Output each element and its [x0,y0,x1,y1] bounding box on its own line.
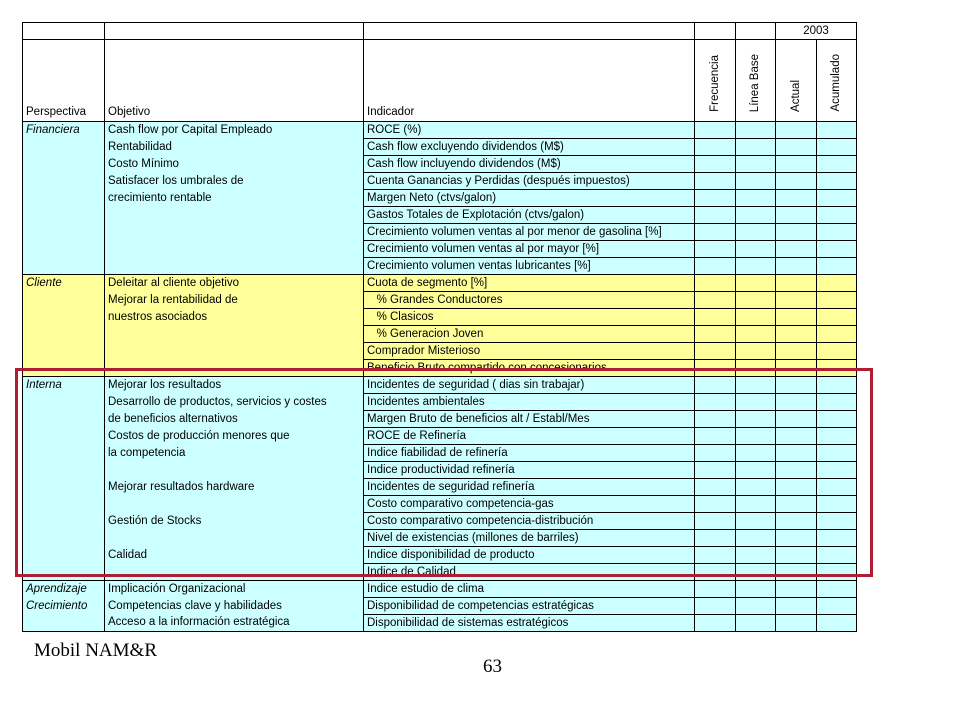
perspective-cell [23,326,105,343]
perspective-cell [23,496,105,513]
frequency-cell [695,479,736,496]
indicator-cell: Crecimiento volumen ventas al por menor de gasolina [%] [364,224,695,241]
indicator-cell: Comprador Misterioso [364,343,695,360]
actual-cell [776,496,817,513]
baseline-cell [736,139,776,156]
cumulative-cell [817,615,857,632]
baseline-cell [736,564,776,581]
actual-cell [776,207,817,224]
perspective-cell [23,224,105,241]
perspective-cell [23,428,105,445]
frequency-cell [695,241,736,258]
frequency-cell [695,496,736,513]
objective-cell: Acceso a la información estratégica [105,615,364,632]
objective-cell [105,530,364,547]
objective-cell: Calidad [105,547,364,564]
perspective-cell [23,564,105,581]
column-header-row [23,40,857,122]
frequency-cell [695,598,736,615]
objective-cell [105,496,364,513]
indicator-cell: Cuenta Ganancias y Perdidas (después impuestos) [364,173,695,190]
cumulative-cell [817,258,857,275]
indicator-cell: Cash flow incluyendo dividendos (M$) [364,156,695,173]
objective-cell: Rentabilidad [105,139,364,156]
table-row [23,581,857,598]
frequency-cell [695,122,736,139]
frequency-cell [695,258,736,275]
table-row [23,547,857,564]
indicator-header: Indicador [364,40,695,122]
perspective-cell [23,513,105,530]
frequency-cell [695,428,736,445]
cumulative-cell [817,462,857,479]
objective-cell [105,224,364,241]
baseline-cell [736,326,776,343]
objective-cell: Deleitar al cliente objetivo [105,275,364,292]
indicator-cell: % Grandes Conductores [364,292,695,309]
table-row [23,479,857,496]
objective-cell: Desarrollo de productos, servicios y costes [105,394,364,411]
cumulative-cell [817,411,857,428]
perspective-cell [23,479,105,496]
frequency-cell [695,411,736,428]
indicator-cell: % Generacion Joven [364,326,695,343]
frequency-cell [695,275,736,292]
baseline-cell [736,224,776,241]
objective-cell: Satisfacer los umbrales de [105,173,364,190]
scorecard-table [22,22,857,632]
baseline-cell [736,394,776,411]
perspective-cell: Cliente [23,275,105,292]
frequency-cell [695,292,736,309]
frequency-cell [695,462,736,479]
actual-cell [776,530,817,547]
cumulative-header [817,40,857,122]
actual-cell [776,581,817,598]
objective-cell [105,241,364,258]
table-row [23,326,857,343]
actual-cell [776,428,817,445]
table-row [23,292,857,309]
perspective-cell [23,139,105,156]
cumulative-cell [817,326,857,343]
indicator-cell: ROCE de Refinería [364,428,695,445]
table-row [23,156,857,173]
cumulative-cell [817,122,857,139]
actual-header-label: Actual [789,80,802,112]
indicator-cell: Gastos Totales de Explotación (ctvs/galon) [364,207,695,224]
cumulative-cell [817,190,857,207]
actual-cell [776,360,817,377]
baseline-header [736,40,776,122]
baseline-cell [736,479,776,496]
baseline-cell [736,156,776,173]
table-row [23,513,857,530]
indicator-cell: Costo comparativo competencia-gas [364,496,695,513]
cumulative-cell [817,173,857,190]
actual-cell [776,445,817,462]
indicator-cell: Margen Bruto de beneficios alt / Establ/Mes [364,411,695,428]
cumulative-cell [817,292,857,309]
indicator-cell: Nivel de existencias (millones de barriles) [364,530,695,547]
footer-source: Mobil NAM&R [34,640,157,661]
table-row [23,241,857,258]
baseline-cell [736,241,776,258]
indicator-cell: Margen Neto (ctvs/galon) [364,190,695,207]
actual-cell [776,394,817,411]
perspective-cell [23,190,105,207]
frequency-cell [695,513,736,530]
frequency-header-label: Frecuencia [708,55,721,112]
baseline-cell [736,190,776,207]
perspective-cell [23,615,105,632]
baseline-cell [736,428,776,445]
baseline-cell [736,275,776,292]
cumulative-cell [817,598,857,615]
cumulative-cell [817,343,857,360]
indicator-cell: Indice disponibilidad de producto [364,547,695,564]
baseline-cell [736,598,776,615]
indicator-cell: Disponibilidad de competencias estratégicas [364,598,695,615]
perspective-cell [23,445,105,462]
page-number: 63 [483,656,502,677]
cumulative-cell [817,547,857,564]
actual-cell [776,598,817,615]
perspective-cell [23,309,105,326]
table-row [23,207,857,224]
indicator-cell: Incidentes de seguridad ( dias sin trabajar) [364,377,695,394]
cumulative-cell [817,377,857,394]
objective-cell: de beneficios alternativos [105,411,364,428]
baseline-cell [736,360,776,377]
actual-cell [776,326,817,343]
table-row [23,190,857,207]
actual-cell [776,462,817,479]
cumulative-cell [817,496,857,513]
baseline-cell [736,462,776,479]
perspective-cell: Crecimiento [23,598,105,615]
objective-cell: Implicación Organizacional [105,581,364,598]
baseline-cell [736,581,776,598]
perspective-cell [23,411,105,428]
cumulative-header-label: Acumulado [830,54,842,112]
perspective-cell [23,360,105,377]
actual-cell [776,292,817,309]
frequency-cell [695,326,736,343]
perspective-cell [23,394,105,411]
actual-cell [776,122,817,139]
frequency-cell [695,309,736,326]
frequency-cell [695,564,736,581]
indicator-cell: % Clasicos [364,309,695,326]
frequency-cell [695,581,736,598]
table-row [23,615,857,632]
cumulative-cell [817,479,857,496]
table-row [23,564,857,581]
perspective-header: Perspectiva [23,40,105,122]
table-row [23,173,857,190]
perspective-cell [23,343,105,360]
actual-cell [776,156,817,173]
table-row [23,275,857,292]
actual-cell [776,547,817,564]
frequency-cell [695,207,736,224]
objective-cell: la competencia [105,445,364,462]
cumulative-cell [817,513,857,530]
actual-cell [776,190,817,207]
frequency-cell [695,173,736,190]
frequency-header [695,40,736,122]
objective-cell: Mejorar la rentabilidad de [105,292,364,309]
indicator-cell: Incidentes ambientales [364,394,695,411]
baseline-cell [736,547,776,564]
cumulative-cell [817,224,857,241]
objective-cell [105,462,364,479]
actual-cell [776,275,817,292]
baseline-cell [736,292,776,309]
frequency-cell [695,360,736,377]
actual-cell [776,615,817,632]
table-row [23,394,857,411]
actual-cell [776,479,817,496]
cumulative-cell [817,360,857,377]
actual-cell [776,564,817,581]
frequency-cell [695,377,736,394]
baseline-cell [736,207,776,224]
objective-cell: Mejorar los resultados [105,377,364,394]
cumulative-cell [817,241,857,258]
baseline-cell [736,530,776,547]
year-header: 2003 [776,23,857,40]
objective-cell: crecimiento rentable [105,190,364,207]
perspective-cell [23,258,105,275]
perspective-cell [23,173,105,190]
objective-cell: Gestión de Stocks [105,513,364,530]
baseline-cell [736,496,776,513]
actual-cell [776,241,817,258]
baseline-cell [736,173,776,190]
perspective-cell [23,241,105,258]
perspective-cell [23,462,105,479]
actual-cell [776,343,817,360]
table-row [23,462,857,479]
indicator-cell: Beneficio Bruto compartido con concesionarios [364,360,695,377]
cumulative-cell [817,428,857,445]
indicator-cell: Cuota de segmento [%] [364,275,695,292]
objective-cell: Competencias clave y habilidades [105,598,364,615]
perspective-cell [23,156,105,173]
indicator-cell: Cash flow excluyendo dividendos (M$) [364,139,695,156]
cumulative-cell [817,275,857,292]
cumulative-cell [817,564,857,581]
table-row [23,496,857,513]
objective-cell [105,343,364,360]
cumulative-cell [817,581,857,598]
baseline-cell [736,411,776,428]
indicator-cell: ROCE (%) [364,122,695,139]
cumulative-cell [817,309,857,326]
actual-cell [776,258,817,275]
indicator-cell: Indice de Calidad [364,564,695,581]
frequency-cell [695,224,736,241]
perspective-cell [23,292,105,309]
table-row [23,530,857,547]
cumulative-cell [817,207,857,224]
objective-cell: Costo Mínimo [105,156,364,173]
perspective-cell [23,530,105,547]
perspective-cell: Financiera [23,122,105,139]
perspective-cell [23,547,105,564]
objective-cell: Mejorar resultados hardware [105,479,364,496]
perspective-cell [23,207,105,224]
indicator-cell: Indice productividad refinería [364,462,695,479]
perspective-cell: Aprendizaje [23,581,105,598]
actual-cell [776,309,817,326]
objective-cell: nuestros asociados [105,309,364,326]
baseline-cell [736,122,776,139]
objective-cell [105,258,364,275]
table-row [23,428,857,445]
cumulative-cell [817,445,857,462]
objective-header: Objetivo [105,40,364,122]
objective-cell: Cash flow por Capital Empleado [105,122,364,139]
year-header-row [23,23,857,40]
frequency-cell [695,547,736,564]
cumulative-cell [817,394,857,411]
table-row [23,377,857,394]
frequency-cell [695,530,736,547]
cumulative-cell [817,530,857,547]
baseline-cell [736,445,776,462]
actual-cell [776,513,817,530]
cumulative-cell [817,139,857,156]
actual-cell [776,173,817,190]
actual-cell [776,224,817,241]
actual-cell [776,139,817,156]
perspective-cell: Interna [23,377,105,394]
indicator-cell: Costo comparativo competencia-distribución [364,513,695,530]
indicator-cell: Incidentes de seguridad refinería [364,479,695,496]
table-row [23,411,857,428]
objective-cell: Costos de producción menores que [105,428,364,445]
table-row [23,224,857,241]
actual-cell [776,411,817,428]
objective-cell [105,207,364,224]
baseline-cell [736,615,776,632]
baseline-cell [736,513,776,530]
objective-cell [105,360,364,377]
frequency-cell [695,190,736,207]
table-row [23,445,857,462]
table-row [23,258,857,275]
frequency-cell [695,343,736,360]
indicator-cell: Disponibilidad de sistemas estratégicos [364,615,695,632]
frequency-cell [695,394,736,411]
table-row [23,122,857,139]
baseline-header-label: Línea Base [749,53,761,112]
objective-cell [105,326,364,343]
frequency-cell [695,445,736,462]
frequency-cell [695,139,736,156]
indicator-cell: Crecimiento volumen ventas al por mayor [%] [364,241,695,258]
objective-cell [105,564,364,581]
indicator-cell: Indice fiabilidad de refinería [364,445,695,462]
indicator-cell: Indice estudio de clima [364,581,695,598]
baseline-cell [736,258,776,275]
actual-cell [776,377,817,394]
indicator-cell: Crecimiento volumen ventas lubricantes [%] [364,258,695,275]
table-row [23,139,857,156]
table-row [23,360,857,377]
table-row [23,343,857,360]
baseline-cell [736,377,776,394]
table-row [23,598,857,615]
cumulative-cell [817,156,857,173]
table-row [23,309,857,326]
baseline-cell [736,309,776,326]
baseline-cell [736,343,776,360]
frequency-cell [695,615,736,632]
actual-header [776,40,817,122]
frequency-cell [695,156,736,173]
